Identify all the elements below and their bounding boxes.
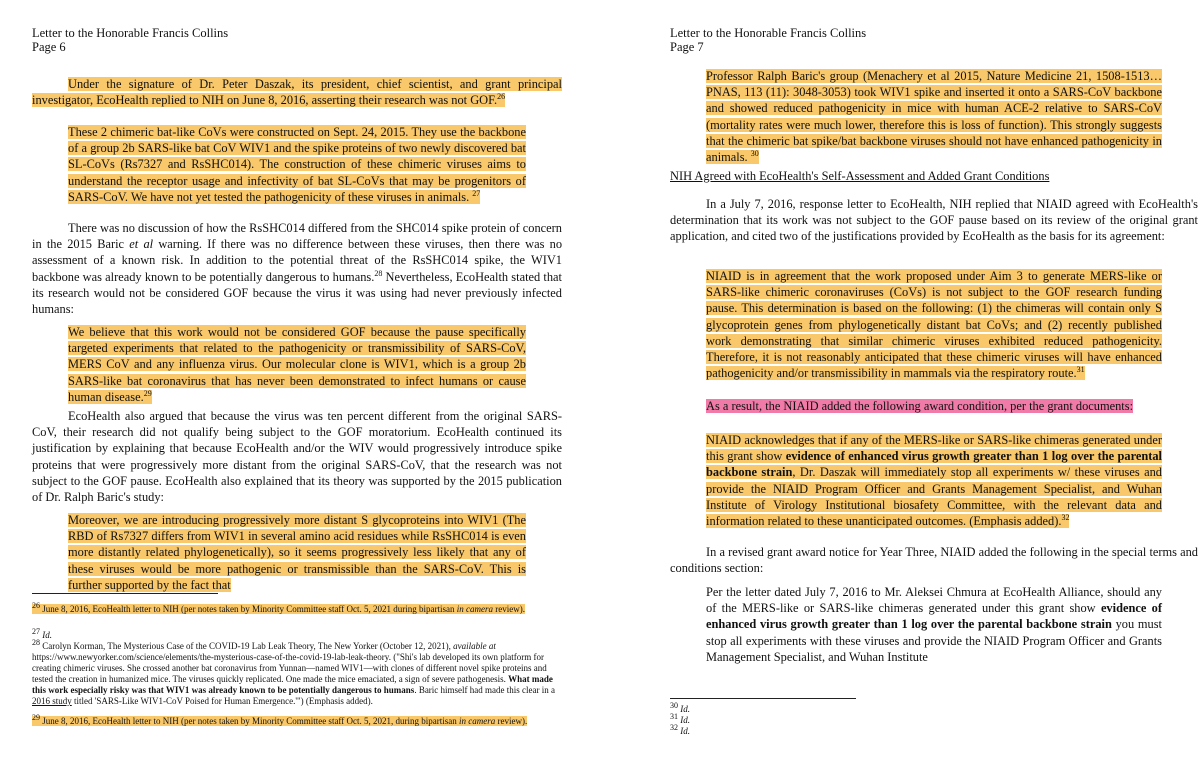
paragraph-july-7-response (670, 196, 1198, 245)
block-quote-baric-group (706, 68, 1162, 165)
footnote-text: Id. (680, 704, 690, 714)
paragraph-award-condition (706, 398, 1198, 414)
footnote-text: June 8, 2016, EcoHealth letter to NIH (per notes taken by Minority Committee staff Oct. 5, 2021 during bipartisan (40, 604, 457, 614)
footnote-29 (32, 713, 562, 727)
section-heading: NIH Agreed with EcoHealth's Self-Assessment and Added Grant Conditions (670, 169, 1050, 183)
footnote-number: 32 (670, 723, 678, 732)
paragraph-rsshc014-discussion (32, 220, 562, 317)
quote-text: NIAID is in agreement that the work proposed under Aim 3 to generate MERS-like or SARS-like chimeric coronaviruses (CoVs) is not subject to the GOF research funding pause. This determination is based on the following: (1) the chimeras will contain only S glycoprotein genes from phylogenetically distant bat CoVs; and (2) recently published work demonstrating that similar chimeric viruses exhibited reduced pathogenicity. Therefore, it is not reasonably anticipated that these chimeric viruses will have enhanced pathogenicity and/or transmissibility in mammals via the respiratory route. (706, 269, 1162, 381)
paragraph-text: EcoHealth also argued that because the virus was ten percent different from the original SARS-CoV, their research did not qualify being subject to the GOF moratorium. EcoHealth continued its justification by explaining that because EcoHealth and/or the WIV would progressively introduce spike proteins that were progressively more distant from the original SARS-CoV, that the research was not subject to the GOF pause. EcoHealth also explained that its theory was supported by the 2015 publication of Dr. Ralph Baric's study: (32, 409, 562, 505)
footnote-link[interactable]: 2016 study (32, 696, 72, 706)
document-page-7 (602, 0, 1200, 769)
block-quote-not-gof (68, 324, 526, 405)
quote-text-a: Per the letter dated July 7, 2016 to Mr. Aleksei Chmura at EcoHealth Alliance, should any of the MERS-like or SARS-like chimeras generated under this grant show (706, 585, 1162, 616)
paragraph-text-a: There was no discussion of how the RsSHC014 differed from the SHC014 spike protein of concern in the 2015 Baric (32, 221, 562, 252)
paragraph-text: In a July 7, 2016, response letter to EcoHealth, NIH replied that NIAID agreed with EcoHealth's determination that its work was not subject to the GOF pause based on its review of the original grant application, and cited two of the justifications provided by EcoHealth as the basis for its agreement: (670, 197, 1198, 244)
block-quote-progressively-distant (68, 512, 526, 593)
footnote-text: Carolyn Korman, The Mysterious Case of the COVID-19 Lab Leak Theory, The New Yorker (October 12, 2021), (40, 641, 454, 651)
quote-text: Professor Ralph Baric's group (Menachery et al 2015, Nature Medicine 21, 1508-1513…PNAS, 113 (11): 3048-3053) took WIV1 spike and inserted it onto a SARS-CoV backbone and showed reduced pathogenicity in mice with human ACE-2 relative to SARS-CoV (mortality rates were much lower, therefore this is loss of function). This strongly suggests that the chimeric bat spike/bat backbone viruses should not have enhanced pathogenicity in animals. (706, 69, 1162, 165)
footnote-text-end: review). (493, 604, 525, 614)
footnote-italic: in camera (456, 604, 493, 614)
footnote-ref: 27 (472, 188, 481, 198)
page-number: Page 6 (32, 40, 66, 54)
quote-bold: evidence of enhanced virus growth greater than 1 log over the parental backbone strain (706, 449, 1163, 480)
footnote-text-pre-link: . Baric himself had made this clear in a (414, 685, 556, 695)
footnote-ref: 29 (143, 388, 152, 398)
quote-text: Moreover, we are introducing progressively more distant S glycoproteins into WIV1 (The RBD of Rs7327 differs from WIV1 in several amino acid residues while RsSHC014 is even more distantly related phylogenetically), so it seems progressively less likely that any of these viruses would be more pathogenic or transmissible than the SARS-CoV. This is further supported by the fact that (68, 513, 526, 592)
footnote-number: 27 (32, 627, 40, 636)
footnote-divider (670, 698, 856, 699)
paragraph-text-c: Nevertheless, EcoHealth stated that its research would not be considered GOF because the virus it was using had never previously infected humans: (32, 269, 562, 317)
footnote-number: 28 (32, 638, 40, 647)
quote-bold: evidence of enhanced virus growth greater than 1 log over the parental backbone strain (706, 601, 1162, 632)
footnote-number: 26 (32, 601, 40, 610)
paragraph-text: Under the signature of Dr. Peter Daszak, its president, chief scientist, and grant principal investigator, EcoHealth replied to NIH on June 8, 2016, asserting their research was not GOF. (32, 77, 562, 108)
paragraph-year-three (670, 544, 1198, 576)
footnote-text: Id. (42, 630, 52, 640)
footnote-text-end: review). (495, 716, 528, 726)
quote-text-b: you must stop all experiments with these viruses and provide the NIAID Program Officer and Grants Management Specialist, and Wuhan Institute (706, 617, 1162, 664)
footnote-bold: What made this work especially risky was that WIV1 was already known to be potentially dangerous to humans (32, 674, 553, 695)
paragraph-text-b: warning. If there was no difference between these viruses, then there was no assessment of a known risk. In addition to the potential threat of the RsSHC014 spike, the WIV1 backbone was already known to be potentially dangerous to humans. (32, 237, 563, 284)
footnote-text: Id. (680, 715, 690, 725)
footnote-italic: available at (453, 641, 496, 651)
footnote-ref: 31 (1076, 365, 1085, 375)
quote-text: These 2 chimeric bat-like CoVs were constructed on Sept. 24, 2015. They use the backbone of a group 2b SARS-like bat CoV WIV1 and the spike proteins of two newly discovered bat SL-CoVs (Rs7327 and RsSHC014). The construction of these chimeric viruses aims to understand the receptor usage and infectivity of bat SL-CoVs that may be progenitors of SARS-CoV. We have not yet tested the pathogenicity of these viruses in animals. (68, 125, 526, 204)
footnote-text: Id. (680, 726, 690, 736)
footnote-ref: 32 (1061, 512, 1070, 522)
footnote-italic: in camera (459, 716, 496, 726)
document-page-6 (0, 0, 598, 769)
footnote-ref: 30 (750, 148, 759, 158)
footnote-27 (32, 627, 562, 641)
page-header-title: Letter to the Honorable Francis Collins (32, 26, 229, 40)
footnote-divider (32, 593, 218, 594)
page-number: Page 7 (670, 40, 704, 54)
footnote-text-mid: https://www.newyorker.com/science/elements/the-mysterious-case-of-the-covid-19-lab-leak-theory. ("Shi's lab developed its own platform for creating chimeric viruses. She crossed another bat coronavirus from Yunnan—named WIV1—with clones of different novel spike proteins and tested the creation in humanized mice. The viruses quickly replicated. One made the mice emaciated, a sign of severe pathogenesis. (32, 652, 547, 684)
quote-text-b: , Dr. Daszak will immediately stop all experiments w/ these viruses and provide the NIAID Program Officer and Grants Management Specialist, and Wuhan Institute of Virology Institutional biosafety Committee, with the relevant data and information related to these unanticipated outcomes. (Emphasis added). (706, 465, 1163, 529)
footnote-number: 29 (32, 713, 40, 722)
block-quote-niaid-acknowledges (706, 432, 1162, 529)
footnote-text: June 8, 2016, EcoHealth letter to NIH (per notes taken by Minority Committee staff Oct. 5, 2021, during bipartisan (40, 716, 459, 726)
page-header-title: Letter to the Honorable Francis Collins (670, 26, 867, 40)
block-quote-chimeric-covs (68, 124, 526, 205)
quote-text: We believe that this work would not be considered GOF because the pause specifically targeted experiments that related to the pathogenicity or transmissibility of SARS-CoV, MERS CoV and any influenza virus. Our molecular clone is WIV1, which is a group 2b SARS-like bat coronavirus that has never been demonstrated to infect humans or cause human disease. (68, 325, 526, 404)
footnote-ref: 26 (497, 92, 506, 102)
footnote-26 (32, 601, 562, 615)
paragraph-italic: et al (129, 237, 154, 252)
footnote-28 (32, 638, 562, 707)
footnote-number: 30 (670, 701, 678, 710)
quote-text-a: NIAID acknowledges that if any of the MERS-like or SARS-like chimeras generated under this grant show (706, 433, 1162, 464)
paragraph-daszak-reply (32, 76, 562, 108)
paragraph-text: As a result, the NIAID added the following award condition, per the grant documents: (706, 399, 1134, 413)
paragraph-ten-percent (32, 408, 562, 505)
block-quote-revised-award (706, 584, 1162, 665)
footnote-ref: 28 (374, 268, 383, 278)
footnote-number: 31 (670, 712, 678, 721)
footnote-text-end: titled 'SARS-Like WIV1-CoV Poised for Human Emergence.'") (Emphasis added). (71, 696, 373, 706)
block-quote-niaid-agreement (706, 268, 1162, 381)
paragraph-text: In a revised grant award notice for Year Three, NIAID added the following in the special terms and conditions section: (670, 545, 1198, 576)
footnote-32 (670, 723, 690, 737)
